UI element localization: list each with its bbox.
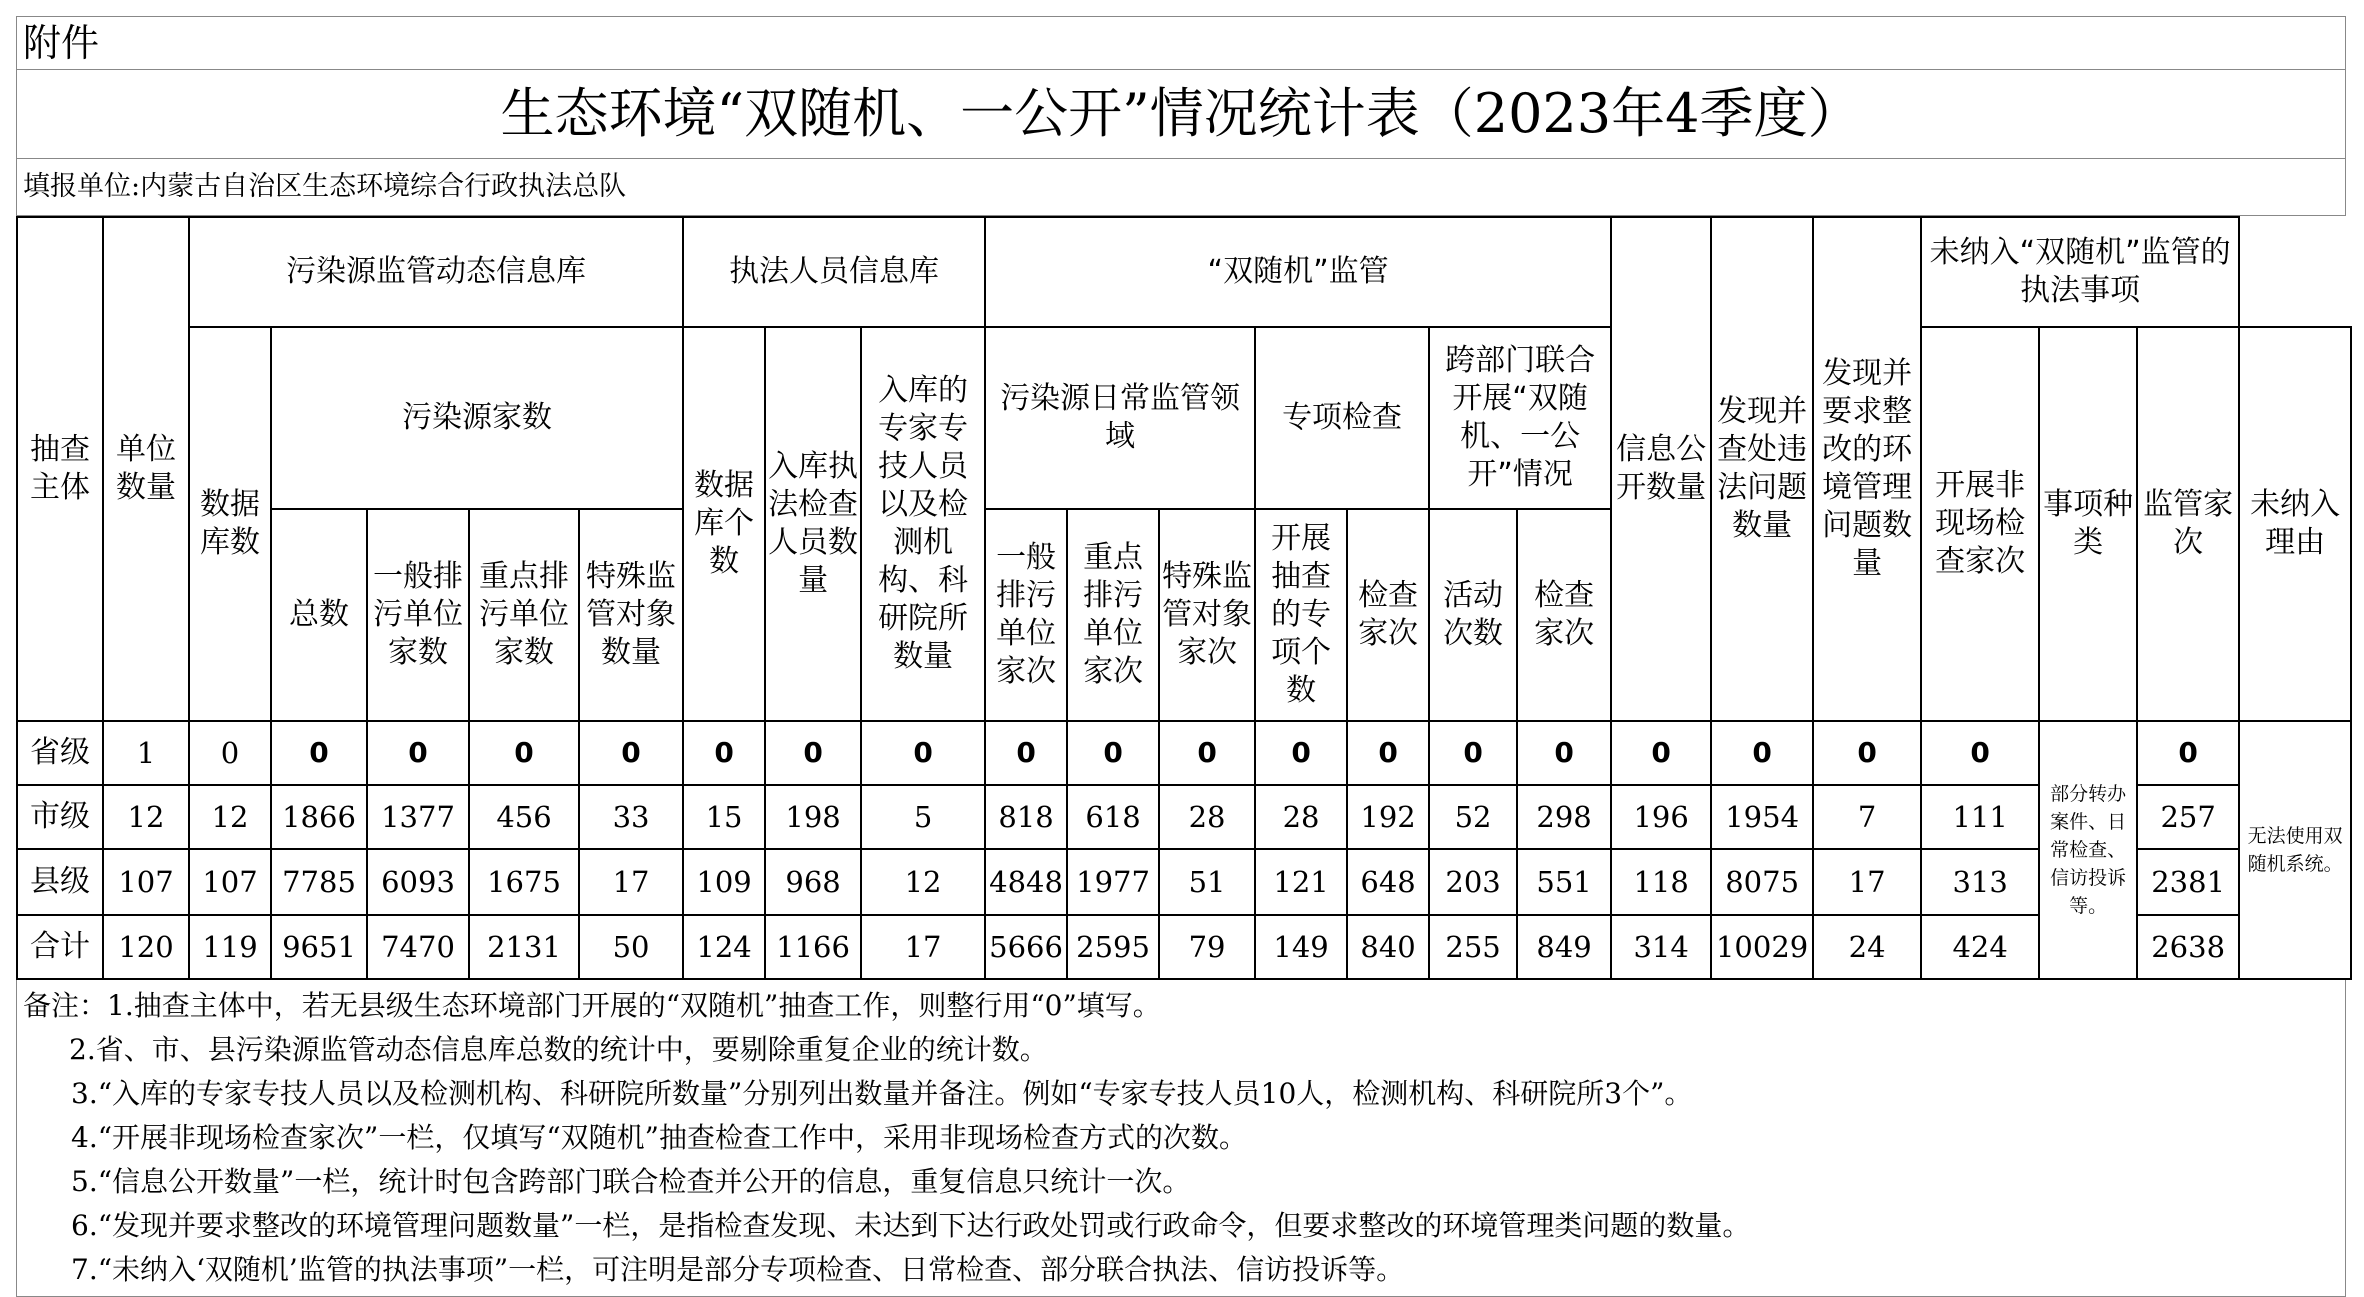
header-enforcer-db: 执法人员信息库 bbox=[683, 217, 985, 327]
header-general-times: 一般排污单位家次 bbox=[985, 509, 1067, 721]
note-line: 6.“发现并要求整改的环境管理问题数量”一栏，是指检查发现、未达到下达行政处罚或行政命令，但要求整改的环境管理类问题的数量。 bbox=[71, 1209, 1751, 1242]
header-unit-count: 单位数量 bbox=[103, 217, 189, 721]
cell: 1 bbox=[103, 721, 189, 785]
cell: 17 bbox=[861, 915, 985, 979]
cell: 28 bbox=[1255, 785, 1347, 849]
header-special-items: 开展抽查的专项个数 bbox=[1255, 509, 1347, 721]
header-not-included: 未纳入“双随机”监管的执法事项 bbox=[1921, 217, 2239, 327]
cell: 648 bbox=[1347, 849, 1429, 915]
cell: 51 bbox=[1159, 849, 1255, 915]
cell: 551 bbox=[1517, 849, 1611, 915]
note-line: 3.“入库的专家专技人员以及检测机构、科研院所数量”分别列出数量并备注。例如“专家专技人员10人，检测机构、科研院所3个”。 bbox=[71, 1077, 1693, 1110]
header-special-inspection: 专项检查 bbox=[1255, 327, 1429, 509]
header-activity-count: 活动次数 bbox=[1429, 509, 1517, 721]
cell: 107 bbox=[189, 849, 271, 915]
header-double-random: “双随机”监管 bbox=[985, 217, 1611, 327]
header-inspection-times: 检查家次 bbox=[1347, 509, 1429, 721]
row-subject: 市级 bbox=[17, 785, 103, 849]
cell: 0 bbox=[189, 721, 271, 785]
cell: 109 bbox=[683, 849, 765, 915]
header-reason: 未纳入理由 bbox=[2239, 327, 2351, 721]
header-cross-inspection-times: 检查家次 bbox=[1517, 509, 1611, 721]
header-offsite: 开展非现场检查家次 bbox=[1921, 327, 2039, 721]
cell: 10029 bbox=[1711, 915, 1813, 979]
cell: 1954 bbox=[1711, 785, 1813, 849]
cell: 1377 bbox=[367, 785, 469, 849]
cell: 192 bbox=[1347, 785, 1429, 849]
header-pollution-db: 污染源监管动态信息库 bbox=[189, 217, 683, 327]
cell: 203 bbox=[1429, 849, 1517, 915]
cell: 313 bbox=[1921, 849, 2039, 915]
cell: 2131 bbox=[469, 915, 579, 979]
header-experts: 入库的专家专技人员以及检测机构、科研院所数量 bbox=[861, 327, 985, 721]
cell: 849 bbox=[1517, 915, 1611, 979]
statistics-table bbox=[16, 216, 2352, 980]
cell: 0 bbox=[1255, 721, 1347, 785]
cell: 0 bbox=[367, 721, 469, 785]
cell: 0 bbox=[579, 721, 683, 785]
cell: 7 bbox=[1813, 785, 1921, 849]
cell: 52 bbox=[1429, 785, 1517, 849]
cell: 0 bbox=[1429, 721, 1517, 785]
cell: 5666 bbox=[985, 915, 1067, 979]
cell: 15 bbox=[683, 785, 765, 849]
header-key-units: 重点排污单位家数 bbox=[469, 509, 579, 721]
cell: 0 bbox=[985, 721, 1067, 785]
cell: 1675 bbox=[469, 849, 579, 915]
cell: 257 bbox=[2137, 785, 2239, 849]
cell: 0 bbox=[1611, 721, 1711, 785]
cell: 0 bbox=[469, 721, 579, 785]
cell: 12 bbox=[861, 849, 985, 915]
note-line: 备注：1.抽查主体中，若无县级生态环境部门开展的“双随机”抽查工作，则整行用“0”填写。 bbox=[23, 989, 1161, 1022]
note-line: 4.“开展非现场检查家次”一栏，仅填写“双随机”抽查检查工作中，采用非现场检查方式的次数。 bbox=[71, 1121, 1247, 1154]
item-types-note: 部分转办案件、日常检查、信访投诉等。 bbox=[2039, 721, 2137, 979]
cell: 0 bbox=[1921, 721, 2039, 785]
table-row bbox=[17, 785, 2351, 849]
cell: 0 bbox=[1517, 721, 1611, 785]
note-line: 5.“信息公开数量”一栏，统计时包含跨部门联合检查并公开的信息，重复信息只统计一次。 bbox=[71, 1165, 1191, 1198]
cell: 79 bbox=[1159, 915, 1255, 979]
cell: 17 bbox=[579, 849, 683, 915]
cell: 9651 bbox=[271, 915, 367, 979]
row-subject: 合计 bbox=[17, 915, 103, 979]
header-key-times: 重点排污单位家次 bbox=[1067, 509, 1159, 721]
header-info-public: 信息公开数量 bbox=[1611, 217, 1711, 721]
cell: 196 bbox=[1611, 785, 1711, 849]
cell: 28 bbox=[1159, 785, 1255, 849]
cell: 0 bbox=[861, 721, 985, 785]
cell: 0 bbox=[1159, 721, 1255, 785]
cell: 818 bbox=[985, 785, 1067, 849]
header-rectify: 发现并要求整改的环境管理问题数量 bbox=[1813, 217, 1921, 721]
cell: 618 bbox=[1067, 785, 1159, 849]
cell: 33 bbox=[579, 785, 683, 849]
cell: 0 bbox=[683, 721, 765, 785]
cell: 1866 bbox=[271, 785, 367, 849]
cell: 0 bbox=[271, 721, 367, 785]
cell: 119 bbox=[189, 915, 271, 979]
cell: 0 bbox=[1347, 721, 1429, 785]
reporting-unit: 填报单位:内蒙古自治区生态环境综合行政执法总队 bbox=[16, 158, 2346, 216]
table-row bbox=[17, 849, 2351, 915]
cell: 2638 bbox=[2137, 915, 2239, 979]
note-line: 7.“未纳入‘双随机’监管的执法事项”一栏，可注明是部分专项检查、日常检查、部分联合执法、信访投诉等。 bbox=[71, 1253, 1405, 1286]
cell: 198 bbox=[765, 785, 861, 849]
cell: 314 bbox=[1611, 915, 1711, 979]
statistics-sheet bbox=[16, 16, 2346, 1297]
cell: 107 bbox=[103, 849, 189, 915]
reason-note: 无法使用双随机系统。 bbox=[2239, 721, 2351, 979]
cell: 120 bbox=[103, 915, 189, 979]
cell: 5 bbox=[861, 785, 985, 849]
header-total: 总数 bbox=[271, 509, 367, 721]
cell: 0 bbox=[1813, 721, 1921, 785]
header-general-units: 一般排污单位家数 bbox=[367, 509, 469, 721]
cell: 12 bbox=[189, 785, 271, 849]
header-violations: 发现并查处违法问题数量 bbox=[1711, 217, 1813, 721]
row-subject: 县级 bbox=[17, 849, 103, 915]
header-cross-dept: 跨部门联合开展“双随机、一公开”情况 bbox=[1429, 327, 1611, 509]
header-daily-supervision: 污染源日常监管领域 bbox=[985, 327, 1255, 509]
cell: 424 bbox=[1921, 915, 2039, 979]
header-db-number: 数据库个数 bbox=[683, 327, 765, 721]
cell: 4848 bbox=[985, 849, 1067, 915]
cell: 7785 bbox=[271, 849, 367, 915]
cell: 0 bbox=[765, 721, 861, 785]
cell: 456 bbox=[469, 785, 579, 849]
cell: 118 bbox=[1611, 849, 1711, 915]
page-title: 生态环境“双随机、一公开”情况统计表（2023年4季度） bbox=[16, 69, 2346, 158]
header-special-objects: 特殊监管对象数量 bbox=[579, 509, 683, 721]
header-db-count: 数据库数 bbox=[189, 327, 271, 721]
cell: 298 bbox=[1517, 785, 1611, 849]
row-subject: 省级 bbox=[17, 721, 103, 785]
cell: 2595 bbox=[1067, 915, 1159, 979]
cell: 50 bbox=[579, 915, 683, 979]
cell: 0 bbox=[1711, 721, 1813, 785]
header-pollution-source-count: 污染源家数 bbox=[271, 327, 683, 509]
cell: 0 bbox=[1067, 721, 1159, 785]
cell: 6093 bbox=[367, 849, 469, 915]
table-row bbox=[17, 915, 2351, 979]
note-line: 2.省、市、县污染源监管动态信息库总数的统计中，要剔除重复企业的统计数。 bbox=[69, 1033, 1048, 1066]
cell: 0 bbox=[2137, 721, 2239, 785]
cell: 8075 bbox=[1711, 849, 1813, 915]
cell: 24 bbox=[1813, 915, 1921, 979]
cell: 1166 bbox=[765, 915, 861, 979]
cell: 111 bbox=[1921, 785, 2039, 849]
cell: 1977 bbox=[1067, 849, 1159, 915]
cell: 2381 bbox=[2137, 849, 2239, 915]
cell: 255 bbox=[1429, 915, 1517, 979]
notes-section bbox=[16, 980, 2346, 1297]
cell: 7470 bbox=[367, 915, 469, 979]
cell: 124 bbox=[683, 915, 765, 979]
header-item-types: 事项种类 bbox=[2039, 327, 2137, 721]
header-subject: 抽查主体 bbox=[17, 217, 103, 721]
cell: 121 bbox=[1255, 849, 1347, 915]
cell: 12 bbox=[103, 785, 189, 849]
table-row bbox=[17, 721, 2351, 785]
header-special-times: 特殊监管对象家次 bbox=[1159, 509, 1255, 721]
cell: 840 bbox=[1347, 915, 1429, 979]
cell: 149 bbox=[1255, 915, 1347, 979]
cell: 17 bbox=[1813, 849, 1921, 915]
header-supervision-times: 监管家次 bbox=[2137, 327, 2239, 721]
header-enforcers: 入库执法检查人员数量 bbox=[765, 327, 861, 721]
attachment-label: 附件 bbox=[16, 16, 2346, 69]
cell: 968 bbox=[765, 849, 861, 915]
